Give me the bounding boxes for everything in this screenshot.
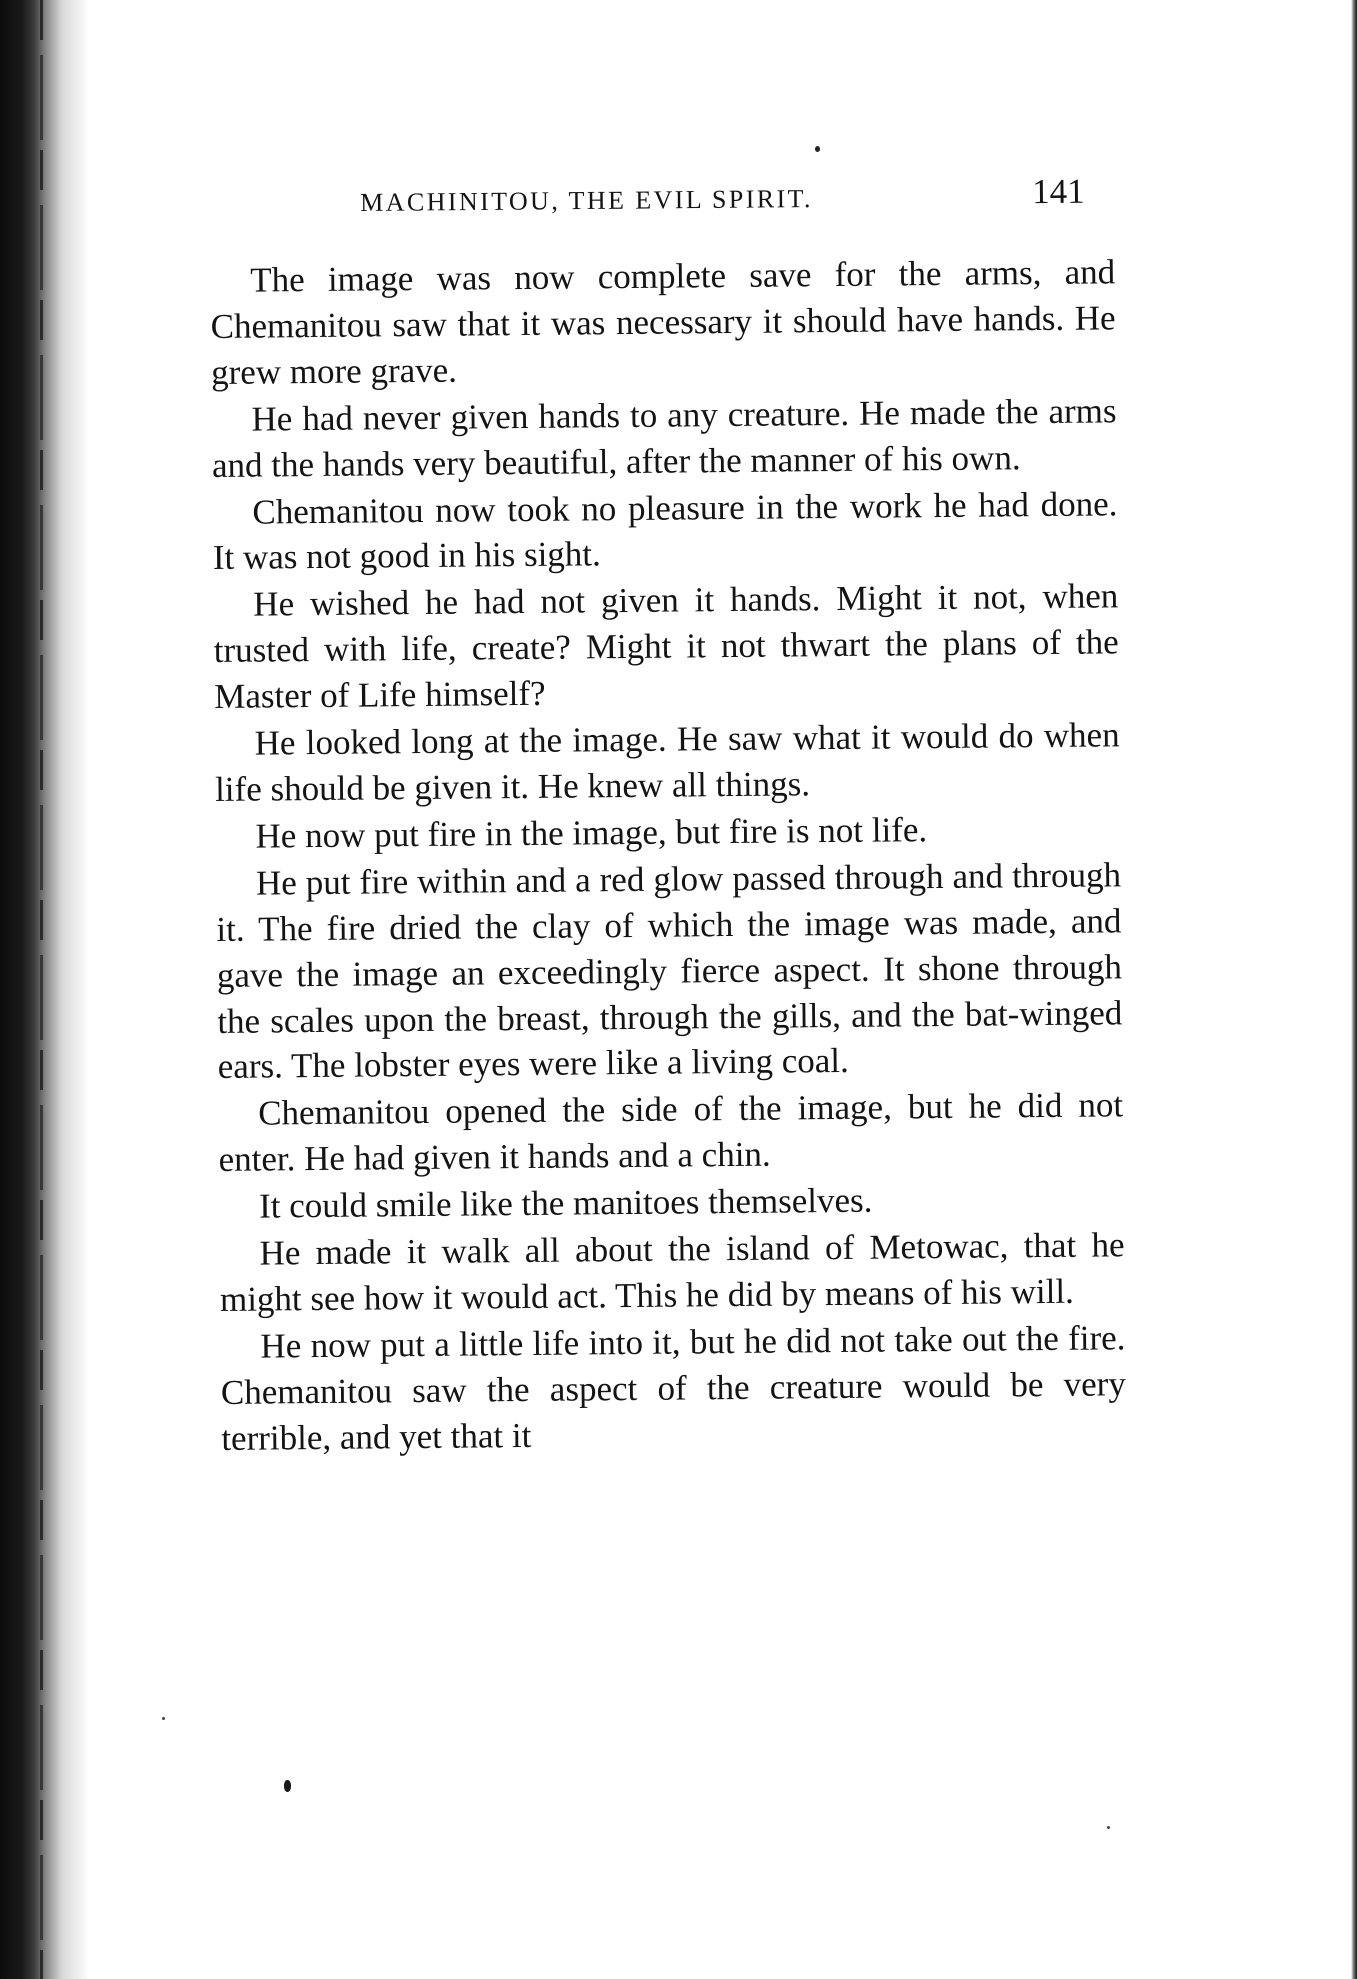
paragraph: He wished he had not given it hands. Might it not, when trusted with life, create? Might it not thwart the plans of the Master of Life himself?	[213, 576, 1119, 717]
paragraph: Chemanitou opened the side of the image, but he did not enter. He had given it hands and a chin.	[218, 1085, 1124, 1180]
running-title: MACHINITOU, THE EVIL SPIRIT.	[360, 184, 813, 217]
paragraph: He had never given hands to any creature. He made the arms and the hands very beautiful, after the manner of his own.	[211, 391, 1117, 485]
page-number: 141	[1031, 171, 1085, 212]
ink-speck	[284, 1780, 291, 1792]
body-text	[210, 249, 1127, 1462]
ink-speck	[1107, 1826, 1110, 1829]
paragraph: He now put fire in the image, but fire is not life.	[255, 810, 928, 856]
paragraph: He put fire within and a red glow passed through and through it. The fire dried the clay of which the image was made, and gave the image an exceedingly fierce aspect. It shone through the scales upon the breast, through the gills, and the bat-winged ears. The lobster eyes were like a living coal.	[216, 855, 1123, 1087]
ink-speck	[162, 1717, 165, 1720]
paragraph: It could smile like the manitoes themselves.	[258, 1180, 873, 1226]
running-head	[360, 172, 1100, 228]
ink-speck	[815, 146, 820, 152]
paragraph: He made it walk all about the island of Metowac, that he might see how it would act. This he did by means of his will.	[219, 1225, 1125, 1319]
binding-shadow	[0, 0, 95, 1979]
paragraph: The image was now complete save for the arms, and Chemanitou saw that it was necessary it should have hands. He grew more grave.	[210, 252, 1116, 392]
paragraph: Chemanitou now took no pleasure in the work he had done. It was not good in his sight.	[212, 483, 1118, 578]
page-edge-shadow	[1351, 0, 1357, 1979]
paragraph: He looked long at the image. He saw what it would do when life should be given it. He knew all things.	[214, 715, 1120, 809]
paragraph: He now put a little life into it, but he did not take out the fire. Chemanitou saw the aspect of the creature would be very terrible, and yet that it	[220, 1318, 1127, 1458]
